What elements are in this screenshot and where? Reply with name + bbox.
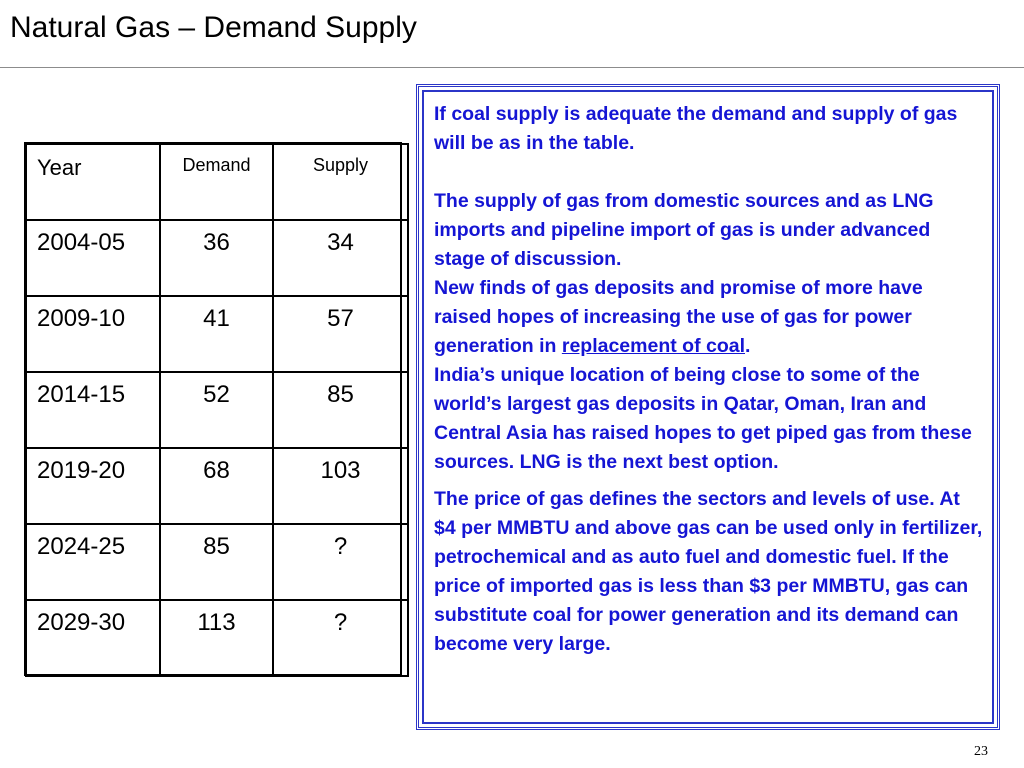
cell-demand: 113: [160, 600, 273, 676]
table-row: [26, 296, 408, 372]
cell-year: 2014-15: [26, 372, 160, 448]
title-divider: [0, 67, 1024, 68]
table-row: [26, 372, 408, 448]
cell-demand: 36: [160, 220, 273, 296]
replacement-of-coal-link[interactable]: replacement of coal: [561, 335, 746, 357]
cell-supply: ?: [273, 600, 408, 676]
cell-supply: 34: [273, 220, 408, 296]
note-paragraph: The supply of gas from domestic sources and as LNG imports and pipeline import of gas is under advanced stage of discussion.: [434, 190, 934, 270]
cell-year: 2029-30: [26, 600, 160, 676]
header-year: Year: [26, 144, 160, 220]
table-row: [26, 448, 408, 524]
cell-year: 2004-05: [26, 220, 160, 296]
notes-box: [416, 84, 1000, 730]
cell-supply: ?: [273, 524, 408, 600]
note-paragraph: [434, 274, 984, 361]
table-row: [26, 600, 408, 676]
page-number: 23: [974, 744, 988, 759]
note-paragraph: If coal supply is adequate the demand and supply of gas will be as in the table.: [434, 103, 958, 154]
cell-demand: 85: [160, 524, 273, 600]
note-paragraph: India’s unique location of being close to some of the world’s largest gas deposits in Qatar, Oman, Iran and Central Asia has raised hopes to get piped gas from these sources. LNG is the next best option.: [434, 364, 972, 473]
header-demand: Demand: [160, 144, 273, 220]
cell-year: 2024-25: [26, 524, 160, 600]
note-text-run: New finds of gas deposits and promise of more have raised hopes of increasing the use of gas for power generation in: [434, 277, 923, 357]
cell-supply: 57: [273, 296, 408, 372]
cell-supply: 103: [273, 448, 408, 524]
cell-year: 2009-10: [26, 296, 160, 372]
table-row: [26, 524, 408, 600]
table-header-row: [26, 144, 408, 220]
cell-demand: 68: [160, 448, 273, 524]
header-supply: Supply: [273, 144, 408, 220]
table-row: [26, 220, 408, 296]
notes-text: [422, 90, 994, 724]
slide-title: Natural Gas – Demand Supply: [10, 11, 417, 44]
demand-supply-table: [25, 143, 409, 677]
note-paragraph: The price of gas defines the sectors and levels of use. At $4 per MMBTU and above gas can be used only in fertilizer, petrochemical and as auto fuel and domestic fuel. If the price of imported gas is less than $3 per MMBTU, gas can substitute coal for power generation and its demand can become very large.: [434, 488, 983, 655]
paragraph-spacer: [434, 158, 984, 187]
cell-demand: 52: [160, 372, 273, 448]
cell-year: 2019-20: [26, 448, 160, 524]
note-text-run: .: [745, 335, 751, 357]
cell-demand: 41: [160, 296, 273, 372]
paragraph-spacer: [434, 477, 984, 485]
cell-supply: 85: [273, 372, 408, 448]
